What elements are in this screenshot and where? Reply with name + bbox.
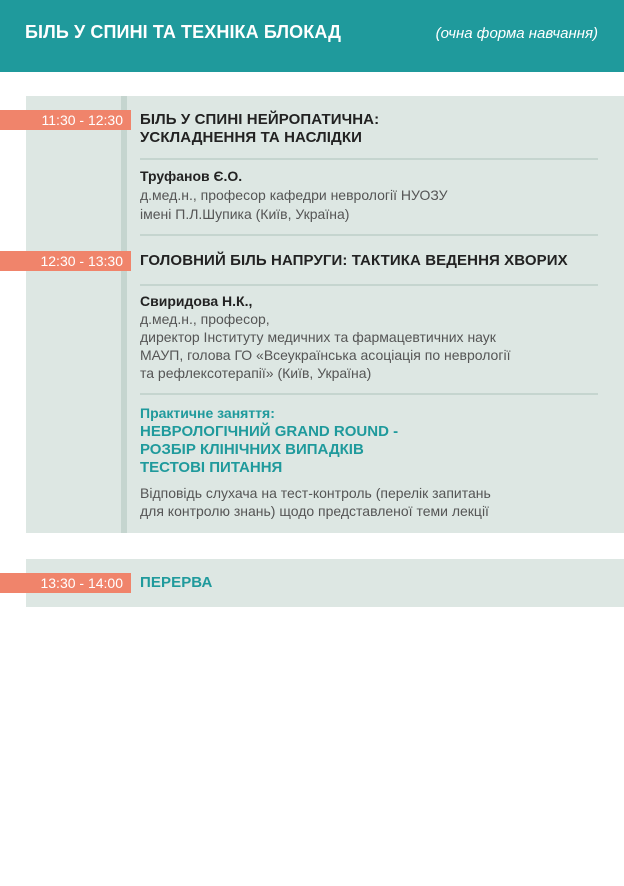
- session-1-title-line-1: БІЛЬ У СПИНІ НЕЙРОПАТИЧНА:: [140, 111, 380, 128]
- session-2-time: 12:30 - 13:30: [0, 251, 131, 271]
- break-time: 13:30 - 14:00: [0, 573, 131, 593]
- break-title: ПЕРЕРВА: [140, 574, 213, 591]
- page-subtitle: (очна форма навчання): [435, 25, 598, 42]
- session-2-speaker: Свиридова Н.К.,: [140, 293, 253, 309]
- divider: [140, 284, 598, 286]
- session-2-detail-3: МАУП, голова ГО «Всеукраїнська асоціація по неврології: [140, 347, 511, 363]
- divider: [140, 158, 598, 160]
- practical-title-line-1: НЕВРОЛОГІЧНИЙ GRAND ROUND -: [140, 423, 399, 440]
- practical-note-line-1: Відповідь слухача на тест-контроль (перелік запитань: [140, 485, 491, 501]
- session-1-title-line-2: УСКЛАДНЕННЯ ТА НАСЛІДКИ: [140, 129, 362, 146]
- timeline-divider: [121, 96, 127, 533]
- page-title: БІЛЬ У СПИНІ ТА ТЕХНІКА БЛОКАД: [25, 22, 342, 42]
- schedule-panel: [26, 96, 624, 533]
- session-1-detail-2: імені П.Л.Шупика (Київ, Україна): [140, 206, 350, 222]
- practical-title-line-2: РОЗБІР КЛІНІЧНИХ ВИПАДКІВ: [140, 441, 364, 458]
- session-1-detail-1: д.мед.н., професор кафедри неврології НУОЗУ: [140, 187, 448, 203]
- session-1-speaker: Труфанов Є.О.: [140, 168, 243, 184]
- divider: [140, 234, 598, 236]
- practical-label: Практичне заняття:: [140, 405, 275, 421]
- session-1-time: 11:30 - 12:30: [0, 110, 131, 130]
- practical-note-line-2: для контролю знань) щодо представленої теми лекції: [140, 503, 489, 519]
- session-2-detail-4: та рефлексотерапії» (Київ, Україна): [140, 365, 372, 381]
- divider: [140, 393, 598, 395]
- header-banner: [0, 0, 624, 72]
- session-2-detail-1: д.мед.н., професор,: [140, 311, 270, 327]
- session-2-detail-2: директор Інституту медичних та фармацевтичних наук: [140, 329, 496, 345]
- session-2-title: ГОЛОВНИЙ БІЛЬ НАПРУГИ: ТАКТИКА ВЕДЕННЯ ХВОРИХ: [140, 252, 568, 269]
- practical-title-line-3: ТЕСТОВІ ПИТАННЯ: [140, 459, 283, 476]
